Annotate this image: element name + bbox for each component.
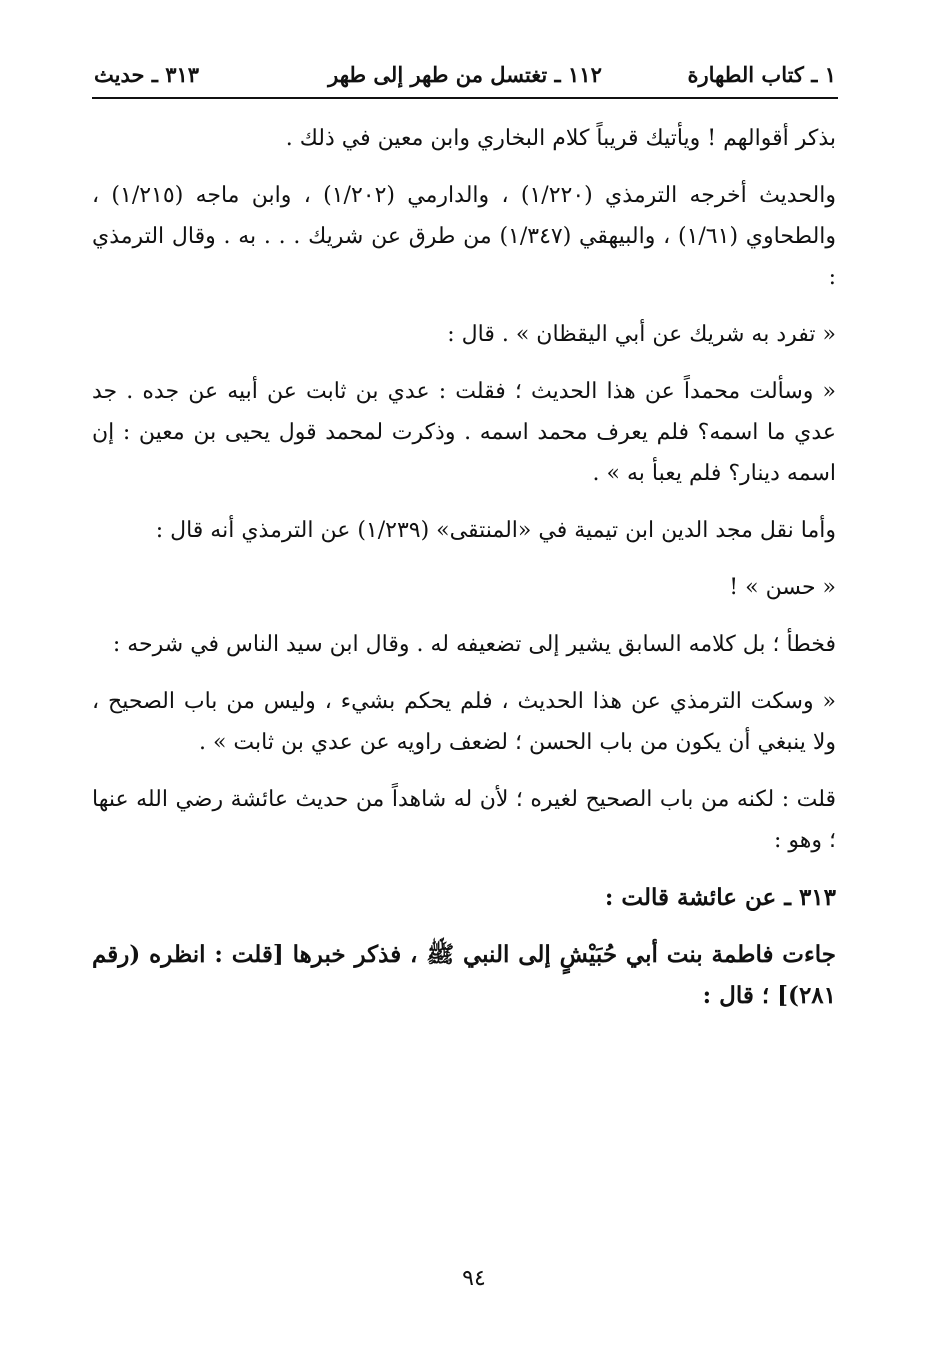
- hadith-text: جاءت فاطمة بنت أبي حُبَيْشٍ إلى النبي ﷺ ، فذكر خبرها [قلت : انظره (رقم ٢٨١)] ؛ قال :: [92, 941, 836, 1009]
- paragraph-4-quote: « وسألت محمداً عن هذا الحديث ؛ فقلت : عدي بن ثابت عن أبيه عن جده . جد عدي ما اسمه؟ فلم يعرف محمد اسمه . وذكرت لمحمد قول يحيى بن معين : إن اسمه دينار؟ فلم يعبأ به » .: [92, 379, 836, 486]
- header-divider: [92, 97, 838, 99]
- page-body: [92, 118, 836, 1038]
- hadith-heading: ٣١٣ ـ عن عائشة قالت :: [604, 884, 836, 911]
- header-book-title: ١ ـ كتاب الطهارة: [687, 62, 836, 87]
- paragraph-1: بذكر أقوالهم ! ويأتيك قريباً كلام البخاري وابن معين في ذلك .: [285, 126, 836, 151]
- paragraph-6-quote: « حسن » !: [729, 575, 836, 600]
- paragraph-9: قلت : لكنه من باب الصحيح لغيره ؛ لأن له شاهداً من حديث عائشة رضي الله عنها ؛ وهو :: [92, 787, 836, 853]
- paragraph-7: فخطأ ؛ بل كلامه السابق يشير إلى تضعيفه له . وقال ابن سيد الناس في شرحه :: [112, 632, 836, 657]
- paragraph-5: وأما نقل مجد الدين ابن تيمية في «المنتقى» (١/٢٣٩) عن الترمذي أنه قال :: [155, 518, 836, 543]
- page-number: ٩٤: [462, 1266, 486, 1291]
- running-header: [90, 62, 840, 96]
- paragraph-3-quote: « تفرد به شريك عن أبي اليقظان » . قال :: [447, 322, 836, 347]
- paragraph-8-quote: « وسكت الترمذي عن هذا الحديث ، فلم يحكم بشيء ، وليس من باب الصحيح ، ولا ينبغي أن يكون من باب الحسن ؛ لضعف راويه عن عدي بن ثابت » .: [92, 689, 836, 755]
- header-hadith-number: ٣١٣ ـ حديث: [94, 62, 200, 87]
- paragraph-2: والحديث أخرجه الترمذي (١/٢٢٠) ، والدارمي (١/٢٠٢) ، وابن ماجه (١/٢١٥) ، والطحاوي (١/٦١) ، والبيهقي (١/٣٤٧) من طرق عن شريك . . . به . وقال الترمذي :: [92, 183, 837, 290]
- header-chapter-title: ١١٢ ـ تغتسل من طهر إلى طهر: [328, 62, 602, 87]
